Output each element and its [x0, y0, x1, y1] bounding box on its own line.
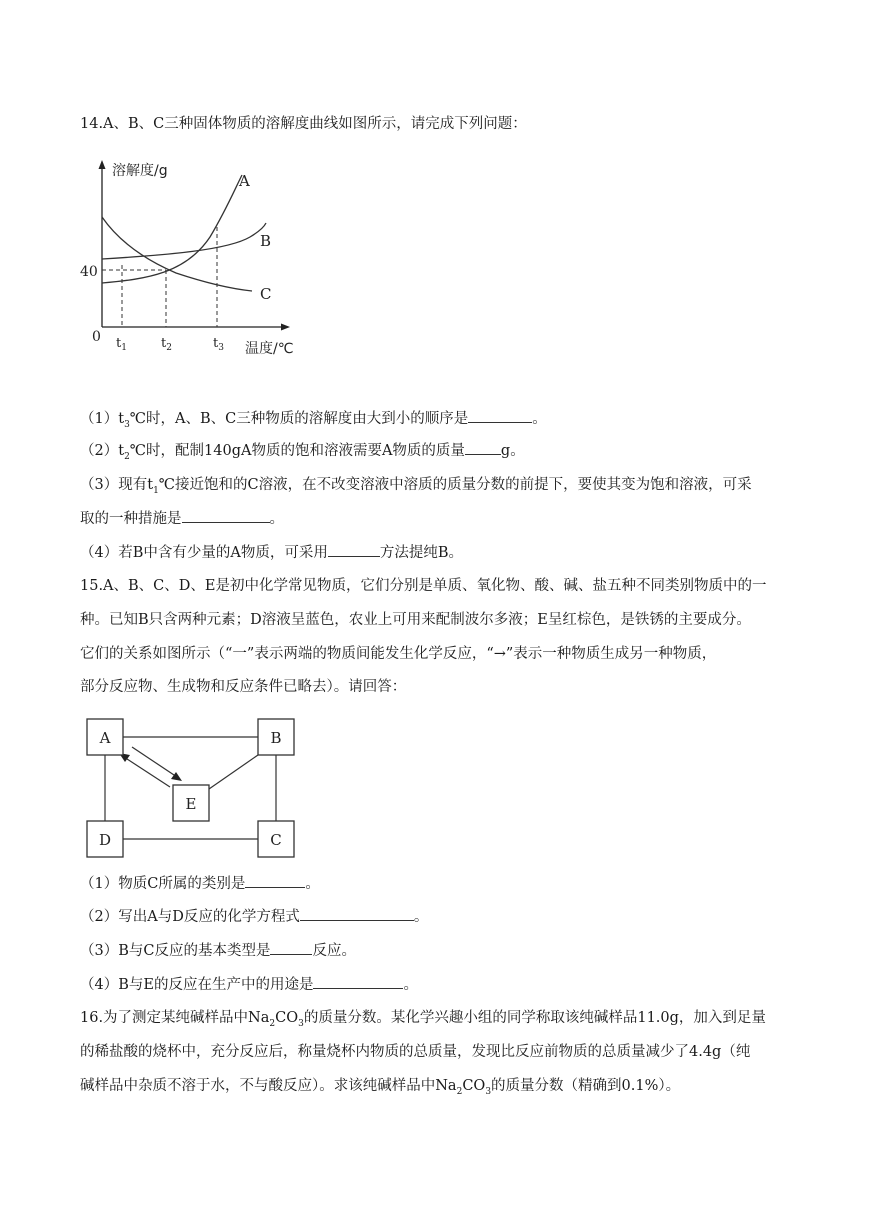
- q16-line1: 16.为了测定某纯碱样品中$Na_2CO_3$的质量分数。某化学兴趣小组的同学称取该纯碱样品11.0g，加入到足量: [80, 1010, 766, 1029]
- edge-b-e: [209, 755, 258, 789]
- q15-part4: （4）B与E的反应在生产中的用途是 。: [80, 977, 418, 993]
- y-axis-label: 溶解度/g: [112, 163, 168, 179]
- dashed-guides: [102, 227, 217, 327]
- q15-part2: （2）写出A与D反应的化学方程式 。: [80, 909, 429, 925]
- q14-part3-line2: 取的一种措施是 。: [80, 511, 284, 527]
- answer-blank[interactable]: [328, 544, 380, 557]
- q14-stem: 14.A、B、C三种固体物质的溶解度曲线如图所示，请完成下列问题：: [80, 116, 527, 132]
- x-axis-label: 温度/℃: [245, 341, 294, 357]
- x-axis-arrow: [281, 324, 290, 331]
- q16-line2: 的稀盐酸的烧杯中，充分反应后，称量烧杯内物质的总质量，发现比反应前物质的总质量减少了4.4g（纯: [80, 1044, 751, 1060]
- curve-b: [102, 223, 266, 259]
- y-tick-40: 40: [80, 264, 98, 280]
- box-c-label: C: [270, 831, 282, 849]
- q15-part3: （3）B与C反应的基本类型是 反应。: [80, 943, 356, 959]
- box-e-label: E: [185, 795, 197, 813]
- box-d-label: D: [98, 831, 112, 849]
- curve-a-label: A: [239, 172, 250, 190]
- q14-part2: $(2)t_2℃$时，配制140gA物质的饱和溶液需要A物质的质量 g。: [80, 443, 525, 462]
- arrow-e-to-a: [124, 757, 170, 787]
- q16-line3: 碱样品中杂质不溶于水，不与酸反应）。求该纯碱样品中$Na_2CO_3$的质量分数（精确到0.1%）。: [80, 1078, 681, 1097]
- answer-blank[interactable]: [270, 942, 312, 955]
- q14-part3: （3）现有$t_1℃$接近饱和的C溶液，在不改变溶液中溶质的质量分数的前提下，要使其变为饱和溶液，可采: [80, 477, 752, 496]
- curve-c-label: C: [260, 285, 272, 303]
- box-a-label: A: [99, 729, 111, 747]
- arrowhead-to-e: [171, 772, 182, 781]
- q15-part1: （1）物质C所属的类别是 。: [80, 876, 320, 892]
- q14-part4: （4）若B中含有少量的A物质，可采用 方法提纯B。: [80, 545, 464, 561]
- q14-part1: $(1)t_3℃$时，A、B、C三种物质的溶解度由大到小的顺序是 。: [80, 411, 547, 430]
- tick-t2: $t_2$: [161, 336, 172, 353]
- curve-b-label: B: [260, 232, 272, 250]
- relation-diagram: [80, 715, 305, 865]
- answer-blank[interactable]: [245, 875, 305, 888]
- q15-stem-line4: 部分反应物、生成物和反应条件已略去）。请回答：: [80, 679, 407, 695]
- answer-blank[interactable]: [182, 510, 270, 523]
- tick-t1: $t_1$: [116, 336, 127, 353]
- q15-stem-line1: 15.A、B、C、D、E是初中化学常见物质，它们分别是单质、氧化物、酸、碱、盐五种不同类别物质中的一: [80, 578, 767, 594]
- box-b-label: B: [270, 729, 282, 747]
- origin-label: 0: [92, 329, 101, 345]
- answer-blank[interactable]: [313, 976, 403, 989]
- answer-blank[interactable]: [300, 908, 414, 921]
- tick-t3: $t_3$: [213, 336, 224, 353]
- curve-a: [102, 175, 242, 283]
- curve-c: [102, 217, 252, 291]
- q15-stem-line3: 它们的关系如图所示（“一”表示两端的物质间能发生化学反应，“→”表示一种物质生成另一种物质，: [80, 646, 717, 662]
- y-axis-arrow: [99, 160, 106, 169]
- answer-blank[interactable]: [465, 442, 501, 455]
- answer-blank[interactable]: [468, 410, 532, 423]
- arrow-a-to-e: [132, 747, 177, 777]
- solubility-graph: [78, 155, 318, 360]
- q15-stem-line2: 种。已知B只含两种元素；D溶液呈蓝色，农业上可用来配制波尔多液；E呈红棕色，是铁锈的主要成分。: [80, 612, 751, 628]
